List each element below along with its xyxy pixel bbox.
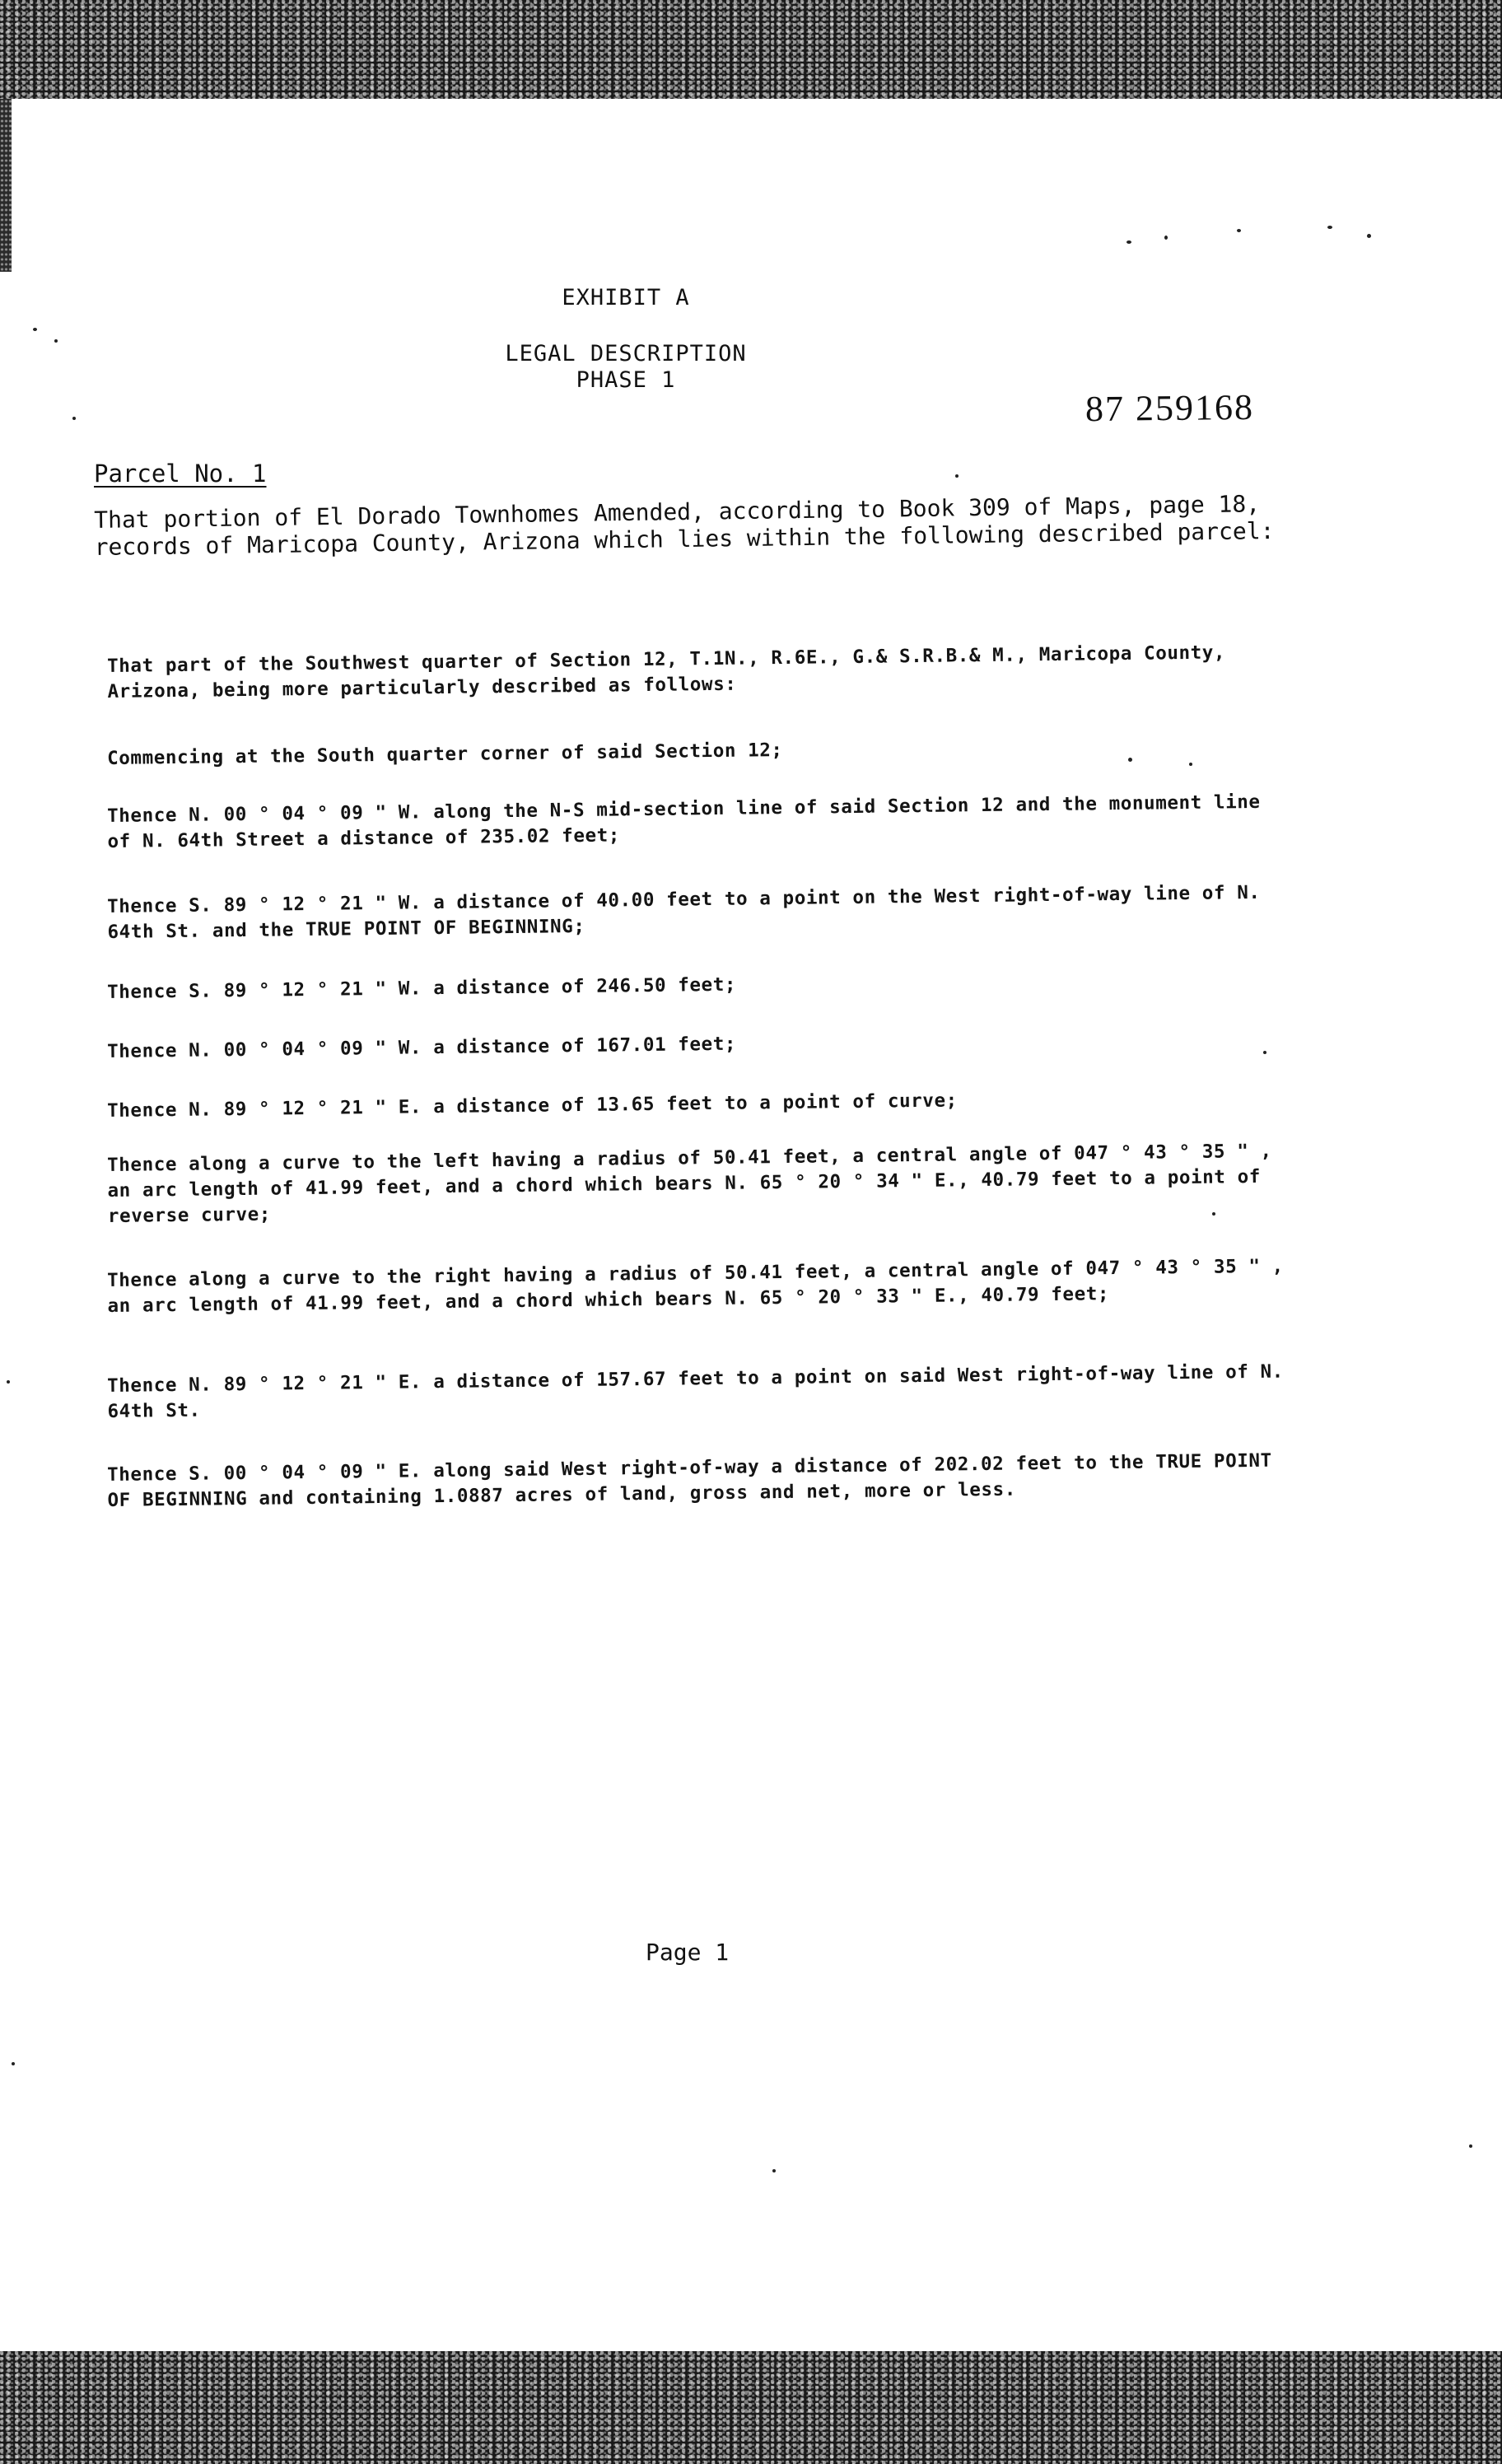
scan-speck <box>1237 229 1241 232</box>
scan-speck <box>1469 2144 1472 2148</box>
scan-noise-left <box>0 99 12 272</box>
legal-paragraph-commencing: Commencing at the South quarter corner of said Section 12; <box>107 739 783 769</box>
legal-paragraph-course-4: Thence N. 00 ° 04 ° 09 " W. a distance of 167.01 feet; <box>107 1033 737 1062</box>
document-title: LEGAL DESCRIPTION <box>505 341 747 366</box>
scan-speck <box>1164 236 1168 240</box>
legal-paragraph-course-5: Thence N. 89 ° 12 ° 21 " E. a distance of 13.65 feet to a point of curve; <box>107 1090 958 1122</box>
scan-speck <box>1126 240 1131 244</box>
legal-paragraph-closing: Thence S. 00 ° 04 ° 09 " E. along said West right-of-way a distance of 202.02 feet to the TRUE POINT OF BEGINNING and containing 1.0887 acres of land, gross and net, more or less. <box>107 1449 1272 1511</box>
recording-number: 87 259168 <box>1085 386 1255 430</box>
exhibit-heading: EXHIBIT A <box>562 285 690 310</box>
legal-paragraph-curve-right: Thence along a curve to the right having a radius of 50.41 feet, a central angle of 047 ° 43 ° 35 " , an arc length of 41.99 feet, and a chord which bears N. 65 ° 20 ° 33 " E., 40.79 feet; <box>107 1255 1285 1317</box>
scan-speck <box>33 328 37 331</box>
scan-noise-bottom <box>0 2351 1502 2464</box>
legal-paragraph-course-1: Thence N. 00 ° 04 ° 09 " W. along the N-S mid-section line of said Section 12 and the monument line of N. 64th Street a distance of 235.02 feet; <box>107 791 1261 852</box>
page-number: Page 1 <box>646 1939 730 1966</box>
scan-speck <box>772 2169 776 2172</box>
scan-speck <box>1189 763 1192 766</box>
parcel-label: Parcel No. 1 <box>94 460 267 488</box>
legal-paragraph-course-2: Thence S. 89 ° 12 ° 21 " W. a distance of 40.00 feet to a point on the West right-of-way line of N. 64th St. and the TRUE POINT OF BEGINNING; <box>107 881 1261 943</box>
scan-speck <box>12 2062 15 2065</box>
scan-speck <box>955 474 959 478</box>
scan-speck <box>1367 234 1371 238</box>
legal-paragraph-course-3: Thence S. 89 ° 12 ° 21 " W. a distance of 246.50 feet; <box>107 973 737 1003</box>
legal-paragraph-curve-left: Thence along a curve to the left having a radius of 50.41 feet, a central angle of 047 ° 43 ° 35 " , an arc length of 41.99 feet, and a chord which bears N. 65 ° 20 ° 34 " E., 40.79 feet to a point of reverse curve; <box>107 1140 1272 1227</box>
scan-speck <box>1327 226 1332 229</box>
parcel-intro: That portion of El Dorado Townhomes Amended, according to Book 309 of Maps, page 18, records of Maricopa County, Arizona which lies within the following described parcel: <box>94 490 1275 561</box>
scan-noise-top <box>0 0 1502 99</box>
legal-paragraph-description: That part of the Southwest quarter of Section 12, T.1N., R.6E., G.& S.R.B.& M., Maricopa County, Arizona, being more particularly described as follows: <box>107 642 1226 702</box>
scan-speck <box>1263 1051 1266 1054</box>
scan-speck <box>7 1380 10 1384</box>
legal-paragraph-course-6: Thence N. 89 ° 12 ° 21 " E. a distance of 157.67 feet to a point on said West right-of-way line of N. 64th St. <box>107 1360 1285 1422</box>
scan-speck <box>72 417 76 420</box>
phase-label: PHASE 1 <box>576 367 676 393</box>
